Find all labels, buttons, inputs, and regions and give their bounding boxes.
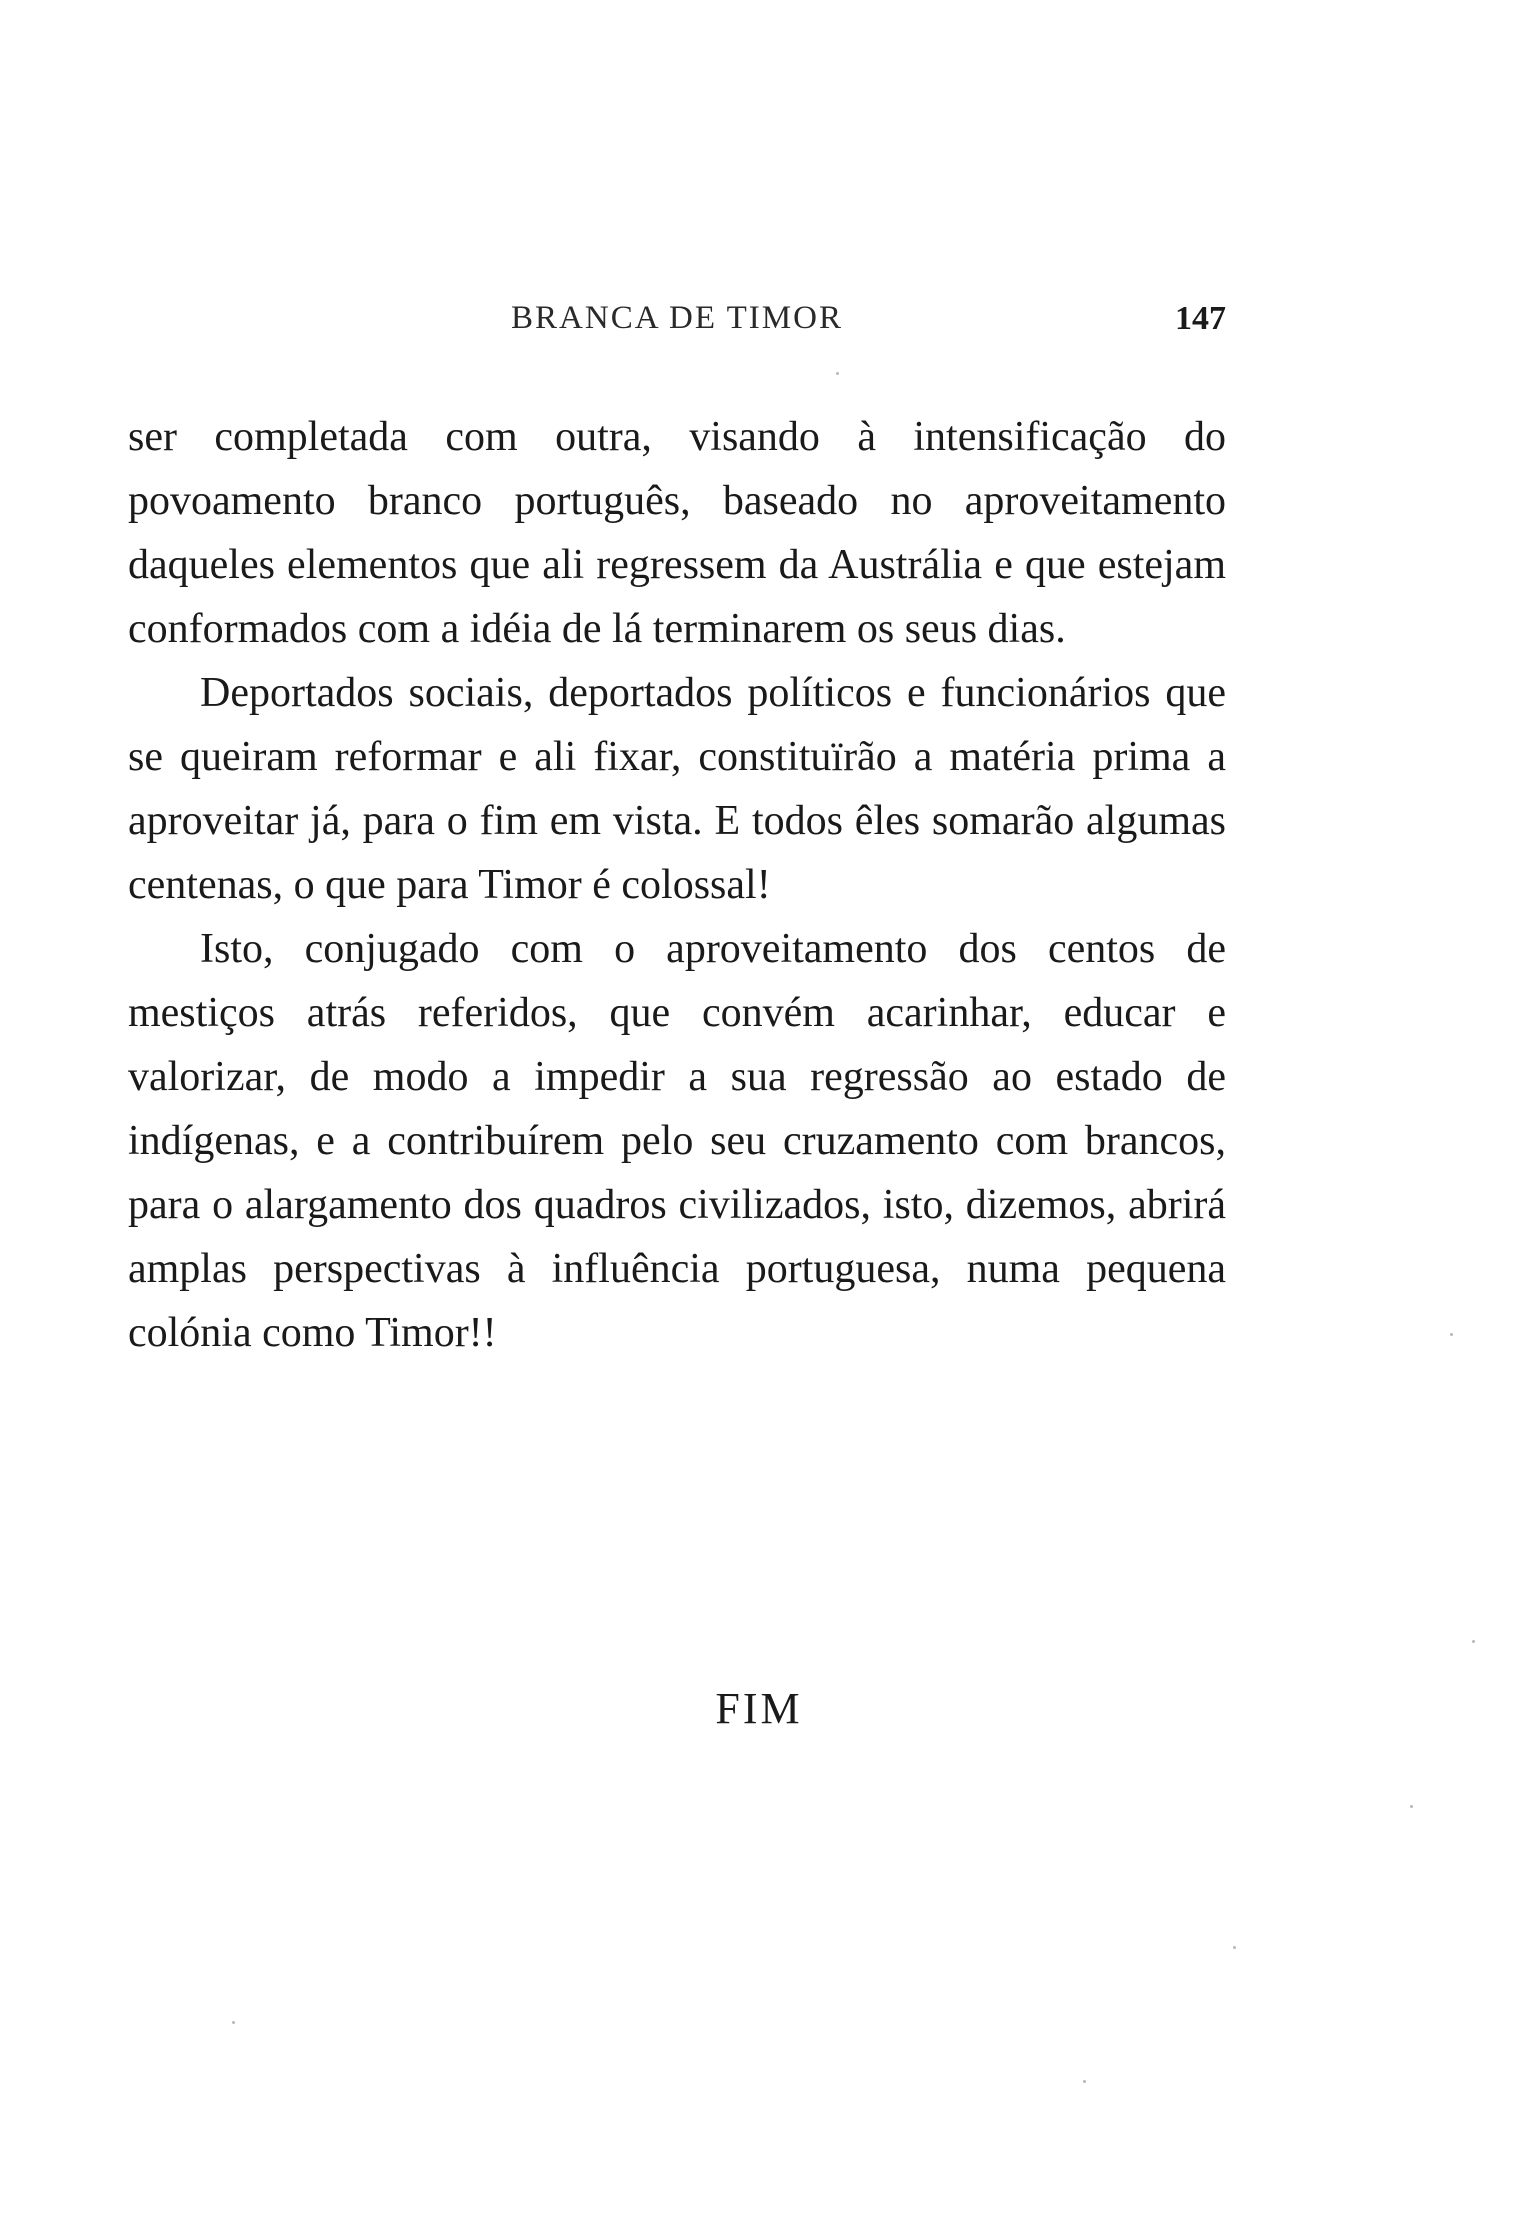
scan-speck [1410,1805,1413,1808]
scan-speck [1472,1640,1475,1643]
scan-speck [836,372,839,375]
scan-speck [232,2021,235,2024]
paragraph-isto: Isto, conjugado com o aproveitamento dos centos de mestiços atrás referidos, que convém acarinhar, educar e valorizar, de modo a impedir a sua regressão ao estado de indígenas, e a contribuírem pelo seu cruzamento com brancos, para o alargamento dos quadros civilizados, isto, dizemos, abrirá amplas perspectivas à influência portuguesa, numa pequena colónia como Timor!! [128,926,1226,1356]
page-number: 147 [1175,300,1226,337]
paragraph-deportados: Deportados sociais, deportados políticos e funcionários que se queiram reformar e ali fixar, constituïrão a matéria prima a aproveitar já, para o fim em vista. E todos êles somarão algumas centenas, o que para Timor é colossal! [128,670,1226,908]
scan-speck [1083,2080,1086,2083]
scan-speck [1233,1946,1236,1949]
body-text [128,405,1226,1365]
scan-speck [1450,1333,1453,1336]
end-mark: FIM [715,1684,803,1733]
running-head [128,290,1226,350]
paragraph-continuation: ser completada com outra, visando à intensificação do povoamento branco português, baseado no aproveitamento daqueles elementos que ali regressem da Austrália e que estejam conformados com a idéia de lá terminarem os seus dias. [128,414,1226,652]
running-title: BRANCA DE TIMOR [511,300,843,336]
